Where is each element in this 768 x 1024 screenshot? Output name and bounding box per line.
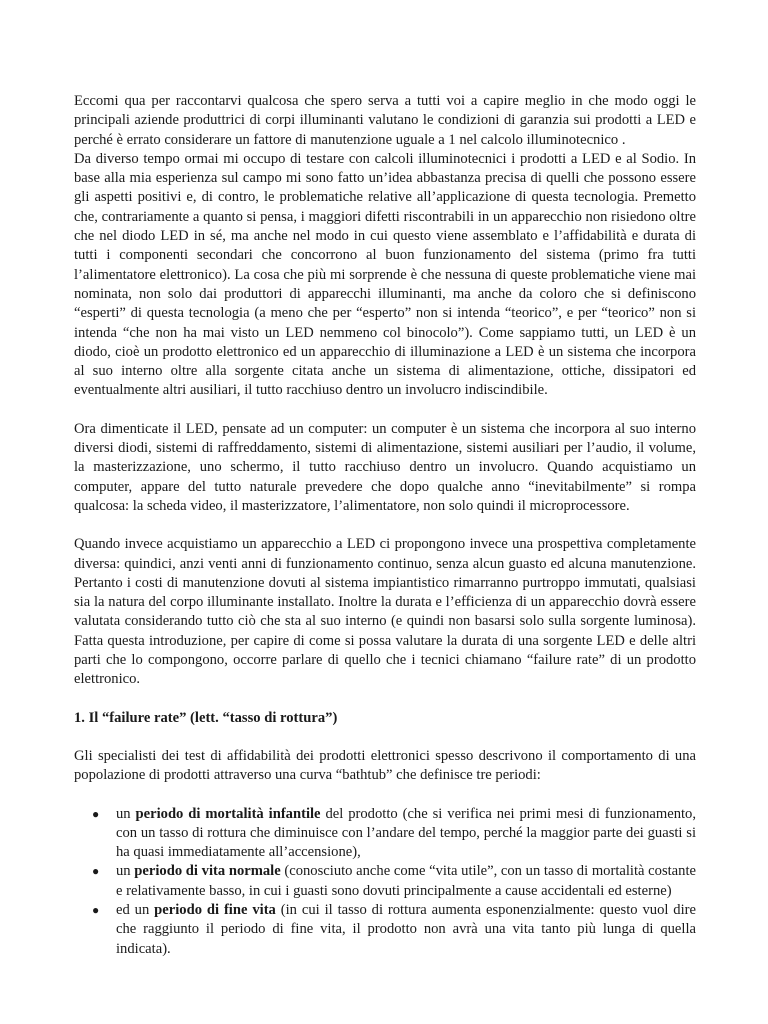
bullet-icon: ● bbox=[92, 806, 100, 821]
list-item-bold-term: periodo di mortalità infantile bbox=[135, 805, 321, 822]
computer-analogy-paragraph: Ora dimenticate il LED, pensate ad un computer: un computer è un sistema che incorpora al suo interno diversi diodi, sistemi di raffreddamento, sistemi di alimentazione, sistemi ausiliari per l’audio, il volume, la masterizzazione, uno schermo, il tutto racchiuso dentro un involucro. Quando acquistiamo un computer, appare del tutto naturale prevedere che dopo qualche anno “inevitabilmente” si rompa qualcosa: la scheda video, il masterizzatore, l’alimentatore, non solo quindi il microprocessore. bbox=[74, 420, 696, 514]
list-item-text: (conosciuto anche come “vita utile”, con un tasso di mortalità costante e relativamente basso, in cui i guasti sono dovuti principalmente a cause accidentali ed esterne) bbox=[116, 863, 696, 899]
failure-periods-list bbox=[74, 805, 696, 959]
list-item-text: del prodotto (che si verifica nei primi mesi di funzionamento, con un tasso di rottura che diminuisce con l’andare del tempo, perché la maggior parte dei guasti si ha quasi immediatamente all’accensione), bbox=[116, 805, 696, 861]
list-item-end-of-life bbox=[92, 901, 696, 959]
bathtub-curve-intro: Gli specialisti dei test di affidabilità dei prodotti elettronici spesso descrivono il comportamento di una popolazione di prodotti attraverso una curva “bathtub” che definisce tre periodi: bbox=[74, 747, 696, 784]
list-item-lead: ed un bbox=[116, 901, 155, 918]
intro-paragraph-2: Da diverso tempo ormai mi occupo di testare con calcoli illuminotecnici i prodotti a LED e al Sodio. In base alla mia esperienza sul campo mi sono fatto un’idea abbastanza precisa di quelli che possono essere gli aspetti positivi e, di contro, le problematiche relative all’applicazione di questa tecnologia. Premetto che, contrariamente a quanto si pensa, i maggiori difetti riscontrabili in un apparecchio non risiedono oltre che nel diodo LED in sé, ma anche nel modo in cui questo viene assemblato e l’affidabilità e durata di tutti i componenti secondari che concorrono al buon funzionamento del sistema (primo fra tutti l’alimentatore elettronico). La cosa che più mi sorprende è che nessuna di queste problematiche viene mai nominata, non solo dai produttori di apparecchi illuminanti, ma anche da coloro che si definiscono “esperti” di questa tecnologia (a meno che per “esperto” non si intenda “teorico”, e per “teorico” non si intenda “che non ha mai visto un LED nemmeno col binocolo”). Come sappiamo tutti, un LED è un diodo, cioè un prodotto elettronico ed un apparecchio di illuminazione a LED è un sistema che incorpora al suo interno oltre alla sorgente citata anche un sistema di alimentazione, ottiche, dissipatori ed eventualmente altri ausiliari, il tutto racchiuso dentro un involucro indiscindibile. bbox=[74, 150, 696, 399]
list-item-text: (in cui il tasso di rottura aumenta esponenzialmente: questo vuol dire che raggiunto il periodo di fine vita, il prodotto non avrà una vita tanto più lunga di quella indicata). bbox=[116, 901, 696, 957]
list-item-bold-term: periodo di vita normale bbox=[134, 863, 281, 880]
list-item-infant-mortality bbox=[92, 805, 696, 863]
section-heading-failure-rate: 1. Il “failure rate” (lett. “tasso di rottura”) bbox=[74, 709, 338, 726]
bullet-icon: ● bbox=[92, 902, 100, 917]
bullet-icon: ● bbox=[92, 864, 100, 879]
list-item-normal-life bbox=[92, 862, 696, 901]
intro-paragraph-1: Eccomi qua per raccontarvi qualcosa che spero serva a tutti voi a capire meglio in che modo oggi le principali aziende produttrici di corpi illuminanti valutano le condizioni di garanzia sui prodotti a LED e perché è errato considerare un fattore di manutenzione uguale a 1 nel calcolo illuminotecnico . bbox=[74, 93, 696, 148]
led-expectations-paragraph: Quando invece acquistiamo un apparecchio a LED ci propongono invece una prospettiva completamente diversa: quindici, anzi venti anni di funzionamento continuo, senza alcun guasto ed alcuna manutenzione. Pertanto i costi di manutenzione dovuti al sistema impiantistico rimarranno purtroppo immutati, qualsiasi sia la natura del corpo illuminante installato. Inoltre la durata e l’efficienza di un apparecchio dovrà essere valutata considerando tutto ciò che sta al suo interno (e quindi non basarsi solo sulla sorgente luminosa). Fatta questa introduzione, per capire di come si possa valutare la durata di una sorgente LED e delle altri parti che lo compongono, occorre parlare di quello che i tecnici chiamano “failure rate” di un prodotto elettronico. bbox=[74, 536, 696, 688]
list-item-lead: un bbox=[116, 863, 135, 880]
list-item-bold-term: periodo di fine vita bbox=[154, 901, 276, 918]
list-item-lead: un bbox=[116, 805, 136, 822]
